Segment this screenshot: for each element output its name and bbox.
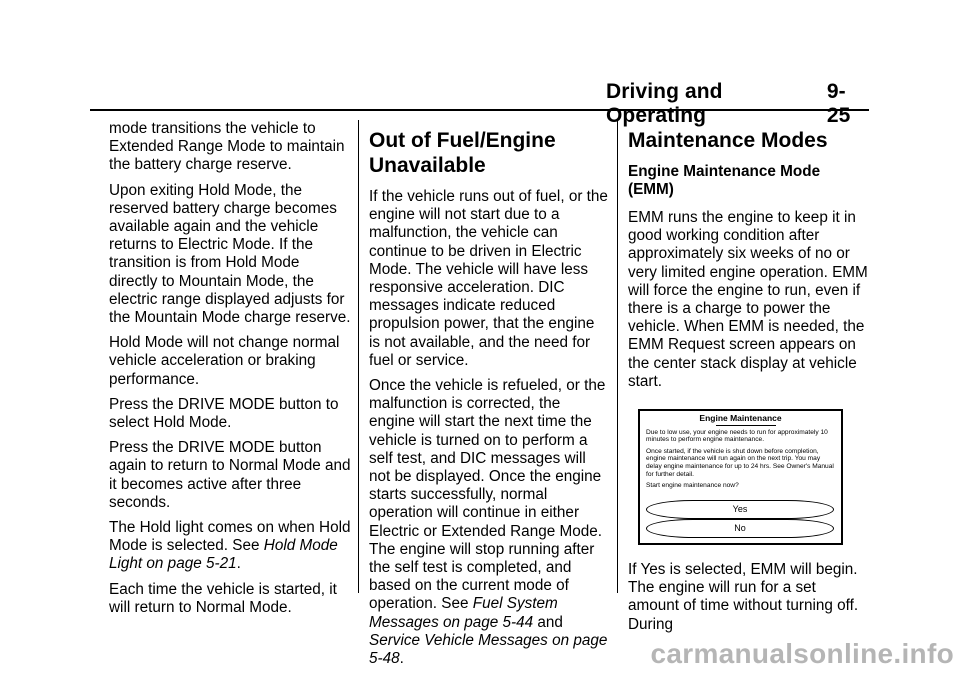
header-rule xyxy=(90,109,869,111)
column-divider xyxy=(358,120,359,593)
paragraph: Press the DRIVE MODE button to select Hold Mode. xyxy=(109,395,339,432)
page-number: 9-25 xyxy=(826,80,851,127)
paragraph: Press the DRIVE MODE button again to return to Normal Mode and it becomes active after three seconds. xyxy=(109,439,351,511)
paragraph: Hold Mode will not change normal vehicle acceleration or braking performance. xyxy=(109,334,340,388)
section-heading: Maintenance Modes xyxy=(628,129,828,152)
subsection-heading: Engine Maintenance Mode (EMM) xyxy=(628,163,821,198)
paragraph-text: The Hold light comes on when Hold Mode is selected. See xyxy=(109,519,351,555)
cross-reference-link[interactable]: Hold Mode Light on page 5-21 xyxy=(109,537,338,573)
paragraph: If Yes is selected, EMM will begin. The engine will run for a set amount of time without turning off. During xyxy=(628,561,859,633)
screen-title: Engine Maintenance xyxy=(699,413,782,424)
screen-message: Due to low use, your engine needs to run for approximately 10 minutes to perform engine maintenance. xyxy=(646,428,828,444)
paragraph: mode transitions the vehicle to Extended Range Mode to maintain the battery charge reserve. xyxy=(109,120,345,174)
middle-column xyxy=(369,120,609,675)
no-button[interactable]: No xyxy=(646,519,834,538)
yes-button[interactable]: Yes xyxy=(646,500,834,519)
cross-reference-link[interactable]: Fuel System Messages on page 5-44 xyxy=(369,595,558,631)
paragraph-text: Once the vehicle is refueled, or the malfunction is corrected, the engine will start the next time the vehicle is turned on to perform a self test, and DIC messages will not be displayed. Once the engine starts successfully, normal operation will continue in either Electric or Extended Range Mode. The engine will stop running after the self test is completed, and based on the current mode of operation. See xyxy=(369,377,606,613)
paragraph: Upon exiting Hold Mode, the reserved battery charge becomes available again and the vehicle returns to Electric Mode. If the transition is from Hold Mode directly to Mountain Mode, the electric range displayed adjusts for the Mountain Mode charge reserve. xyxy=(109,181,351,327)
paragraph xyxy=(369,377,609,668)
paragraph-text: and xyxy=(533,613,563,631)
watermark: carmanualsonline.info xyxy=(650,638,954,669)
section-heading: Out of Fuel/Engine Unavailable xyxy=(369,129,556,177)
paragraph: Each time the vehicle is started, it will return to Normal Mode. xyxy=(109,580,337,616)
column-divider xyxy=(617,120,618,593)
paragraph xyxy=(109,519,351,574)
cross-reference-link[interactable]: Service Vehicle Messages on page 5-48 xyxy=(369,631,608,668)
emm-request-screen xyxy=(638,409,843,545)
paragraph: If the vehicle runs out of fuel, or the engine will not start due to a malfunction, the vehicle can continue to be driven in Electric Mode. The vehicle will have less responsive acceleration. DIC messages indicate reduced propulsion power, that the engine is not available, and the need for fuel or service. xyxy=(369,188,608,369)
screen-prompt: Start engine maintenance now? xyxy=(646,482,739,490)
section-title: Driving and Operating xyxy=(606,80,723,127)
right-column xyxy=(628,120,868,641)
screen-message: Once started, if the vehicle is shut down before completion, engine maintenance will run again on the next trip. You may delay engine maintenance for up to 24 hrs. See Owner's Manual for further detail. xyxy=(646,447,834,478)
paragraph-text: . xyxy=(236,555,241,573)
paragraph: EMM runs the engine to keep it in good working condition after approximately six weeks of no or very limited engine operation. EMM will force the engine to run, even if there is a charge to power the vehicle. When EMM is needed, the EMM Request screen appears on the center stack display at vehicle start. xyxy=(628,209,868,390)
paragraph-text: . xyxy=(399,650,404,668)
left-column xyxy=(109,120,351,624)
screen-title-rule xyxy=(716,425,776,426)
